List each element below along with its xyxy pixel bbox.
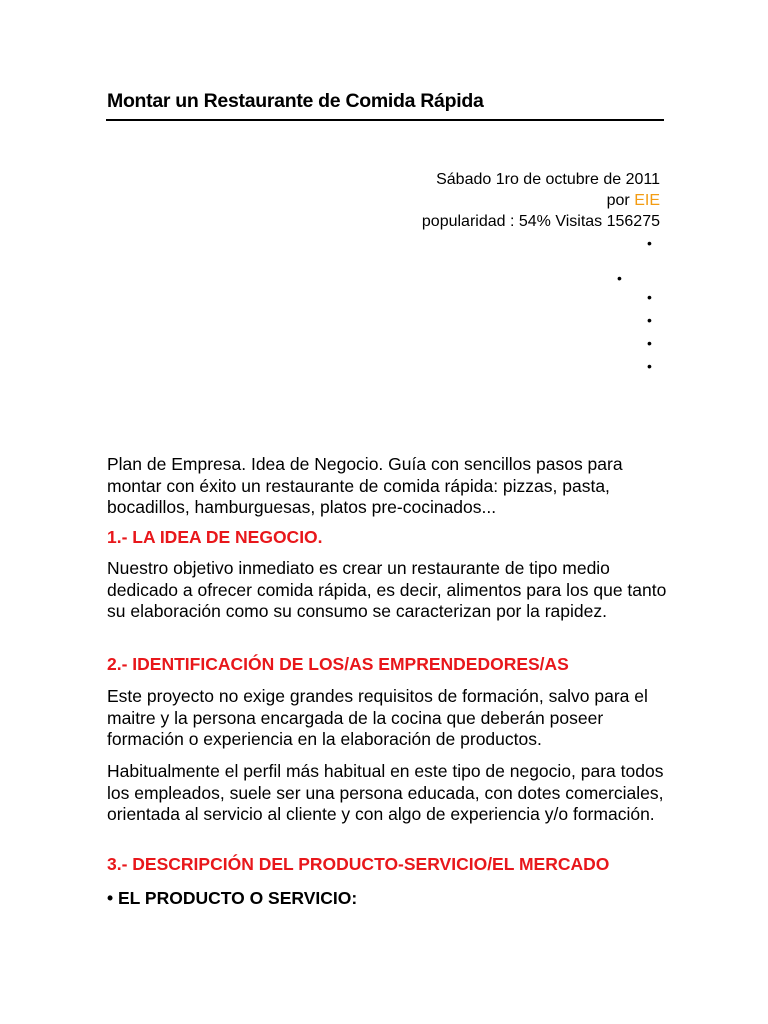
- popularity-stats: popularidad : 54% Visitas 156275: [421, 213, 660, 230]
- author-link[interactable]: EIE: [634, 192, 660, 209]
- intro-paragraph: Plan de Empresa. Idea de Negocio. Guía con sencillos pasos para montar con éxito un restaurante de comida rápida: pizzas, pasta, bocadillos, hamburguesas, platos pre-cocinados...: [107, 454, 623, 517]
- title-underline: [106, 119, 664, 121]
- publish-date: Sábado 1ro de octubre de 2011: [436, 171, 660, 188]
- share-bullet: •: [647, 335, 652, 351]
- author-line: [422, 190, 660, 211]
- section-3-subheading: • EL PRODUCTO O SERVICIO:: [107, 888, 358, 908]
- section-1-heading: 1.- LA IDEA DE NEGOCIO.: [107, 527, 323, 547]
- share-bullet: •: [647, 358, 652, 374]
- section-2-heading: 2.- IDENTIFICACIÓN DE LOS/AS EMPRENDEDORES/AS: [107, 654, 569, 674]
- page-title: Montar un Restaurante de Comida Rápida: [107, 90, 484, 112]
- section-2-paragraph-2: Habitualmente el perfil más habitual en este tipo de negocio, para todos los empleados, suele ser una persona educada, con dotes comerciales, orientada al servicio al cliente y con algo de experiencia y/o formación.: [107, 761, 664, 824]
- by-label: por: [606, 192, 630, 209]
- share-bullet: •: [647, 235, 652, 251]
- share-bullet: •: [617, 270, 622, 286]
- article-meta: [422, 169, 660, 232]
- section-2-paragraph-1: Este proyecto no exige grandes requisitos de formación, salvo para el maitre y la persona encargada de la cocina que deberán poseer formación o experiencia en la elaboración de productos.: [107, 686, 648, 749]
- share-bullet: •: [647, 289, 652, 305]
- share-bullet: •: [647, 312, 652, 328]
- section-3-heading: 3.- DESCRIPCIÓN DEL PRODUCTO-SERVICIO/EL MERCADO: [107, 854, 610, 874]
- section-1-paragraph: Nuestro objetivo inmediato es crear un restaurante de tipo medio dedicado a ofrecer comida rápida, es decir, alimentos para los que tanto su elaboración como su consumo se caracterizan por la rapidez.: [107, 558, 667, 621]
